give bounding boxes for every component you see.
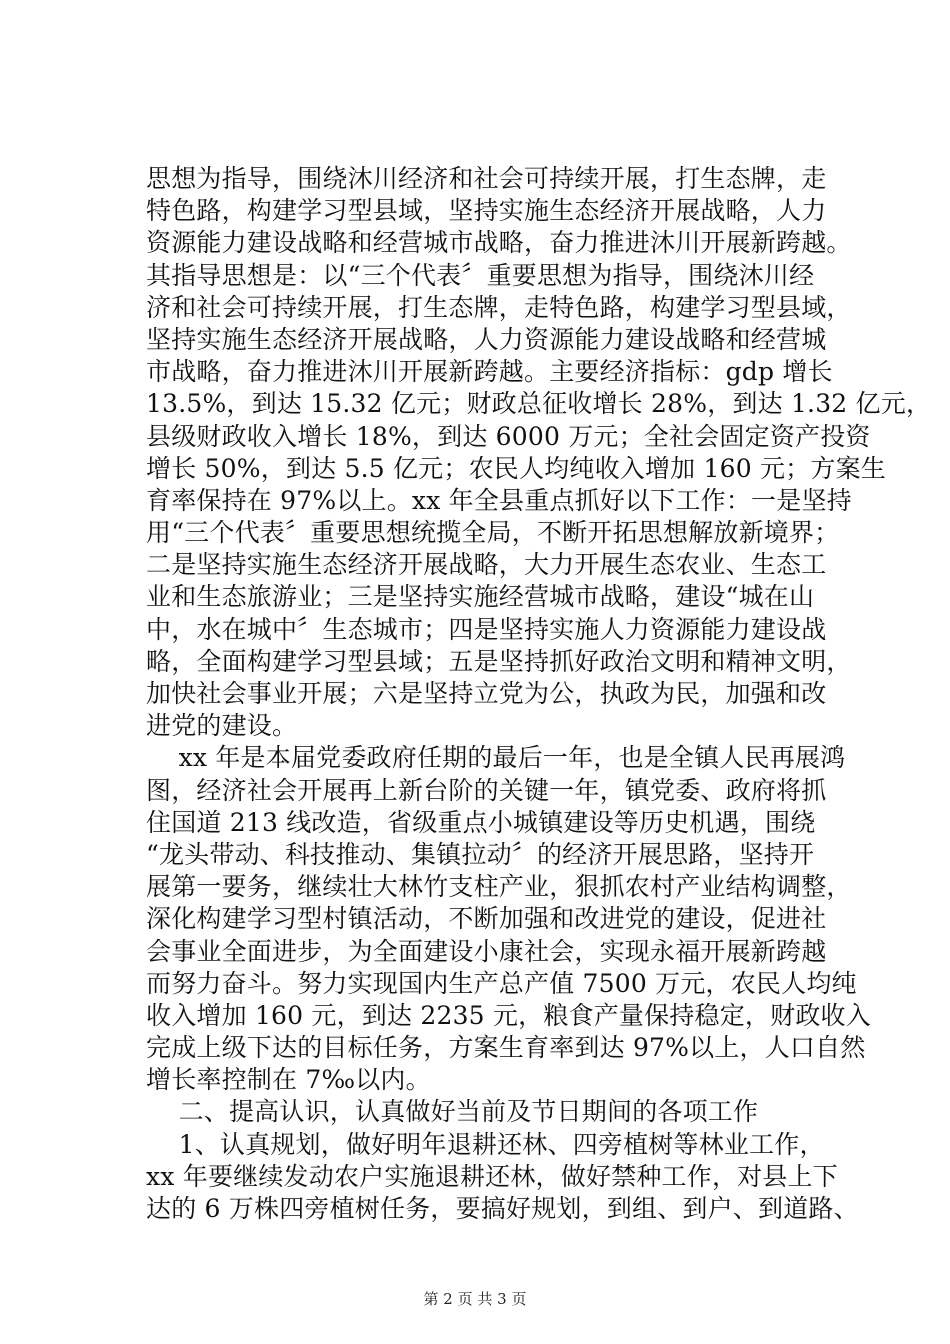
body-line: 中，水在城中〞生态城市；四是坚持实施人力资源能力建设战: [146, 614, 827, 644]
body-line: 达的 6 万株四旁植树任务，要搞好规划，到组、到户、到道路、: [146, 1194, 859, 1223]
body-line: 收入增加 160 元，到达 2235 元，粮食产量保持稳定，财政收入: [146, 1000, 871, 1030]
body-line: 深化构建学习型村镇活动，不断加强和改进党的建设，促进社: [146, 904, 827, 934]
body-line: 二是坚持实施生态经济开展战略，大力开展生态农业、生态工: [146, 550, 827, 580]
body-line: 13.5%，到达 15.32 亿元；财政总征收增长 28%，到达 1.32 亿元，: [146, 389, 932, 419]
body-line: 育率保持在 97%以上。xx 年全县重点抓好以下工作：一是坚持: [146, 485, 852, 515]
body-line: 进党的建设。: [146, 711, 298, 741]
body-line: 略，全面构建学习型县域；五是坚持抓好政治文明和精神文明，: [146, 646, 852, 676]
body-line: 加快社会事业开展；六是坚持立党为公，执政为民，加强和改: [146, 679, 827, 708]
body-line: xx 年要继续发动农户实施退耕还林，做好禁种工作，对县上下: [146, 1161, 838, 1191]
section-heading: 二、提高认识，认真做好当前及节日期间的各项工作: [146, 1097, 759, 1127]
body-line: 图，经济社会开展再上新台阶的关键一年，镇党委、政府将抓: [146, 775, 827, 805]
body-line: “龙头带动、科技推动、集镇拉动〞的经济开展思路，坚持开: [146, 839, 815, 869]
body-line: 县级财政收入增长 18%，到达 6000 万元；全社会固定资产投资: [146, 421, 871, 451]
page-number-footer: 第 2 页 共 3 页: [423, 1290, 527, 1308]
body-line: 1、认真规划，做好明年退耕还林、四旁植树等林业工作，: [146, 1129, 825, 1159]
body-line: 增长 50%，到达 5.5 亿元；农民人均纯收入增加 160 元；方案生: [146, 453, 886, 483]
body-line: 会事业全面进步，为全面建设小康社会，实现永福开展新跨越: [146, 936, 827, 966]
body-line: 资源能力建设战略和经营城市战略，奋力推进沐川开展新跨越。: [146, 228, 852, 258]
body-line: 济和社会可持续开展，打生态牌，走特色路，构建学习型县域，: [146, 292, 852, 322]
body-line: 增长率控制在 7‰以内。: [146, 1065, 431, 1095]
body-line: xx 年是本届党委政府任期的最后一年，也是全镇人民再展鸿: [146, 743, 846, 773]
body-line: 而努力奋斗。努力实现国内生产总产值 7500 万元，农民人均纯: [146, 968, 857, 998]
body-line: 特色路，构建学习型县域，坚持实施生态经济开展战略，人力: [146, 196, 827, 226]
body-line: 住国道 213 线改造，省级重点小城镇建设等历史机遇，围绕: [146, 807, 816, 837]
body-line: 用“三个代表〞重要思想统揽全局，不断开拓思想解放新境界；: [146, 518, 840, 548]
document-body: [146, 163, 932, 1225]
body-line: 展第一要务，继续壮大林竹支柱产业，狠抓农村产业结构调整，: [146, 872, 852, 902]
body-line: 完成上级下达的目标任务，方案生育率到达 97%以上，人口自然: [146, 1033, 866, 1063]
body-line: 其指导思想是：以“三个代表〞重要思想为指导，围绕沐川经: [146, 260, 815, 290]
body-line: 坚持实施生态经济开展战略，人力资源能力建设战略和经营城: [146, 324, 827, 354]
body-line: 思想为指导，围绕沐川经济和社会可持续开展，打生态牌，走: [146, 164, 827, 193]
body-line: 业和生态旅游业；三是坚持实施经营城市战略，建设“城在山: [146, 582, 815, 612]
body-line: 市战略，奋力推进沐川开展新跨越。主要经济指标：gdp 增长: [146, 357, 833, 387]
